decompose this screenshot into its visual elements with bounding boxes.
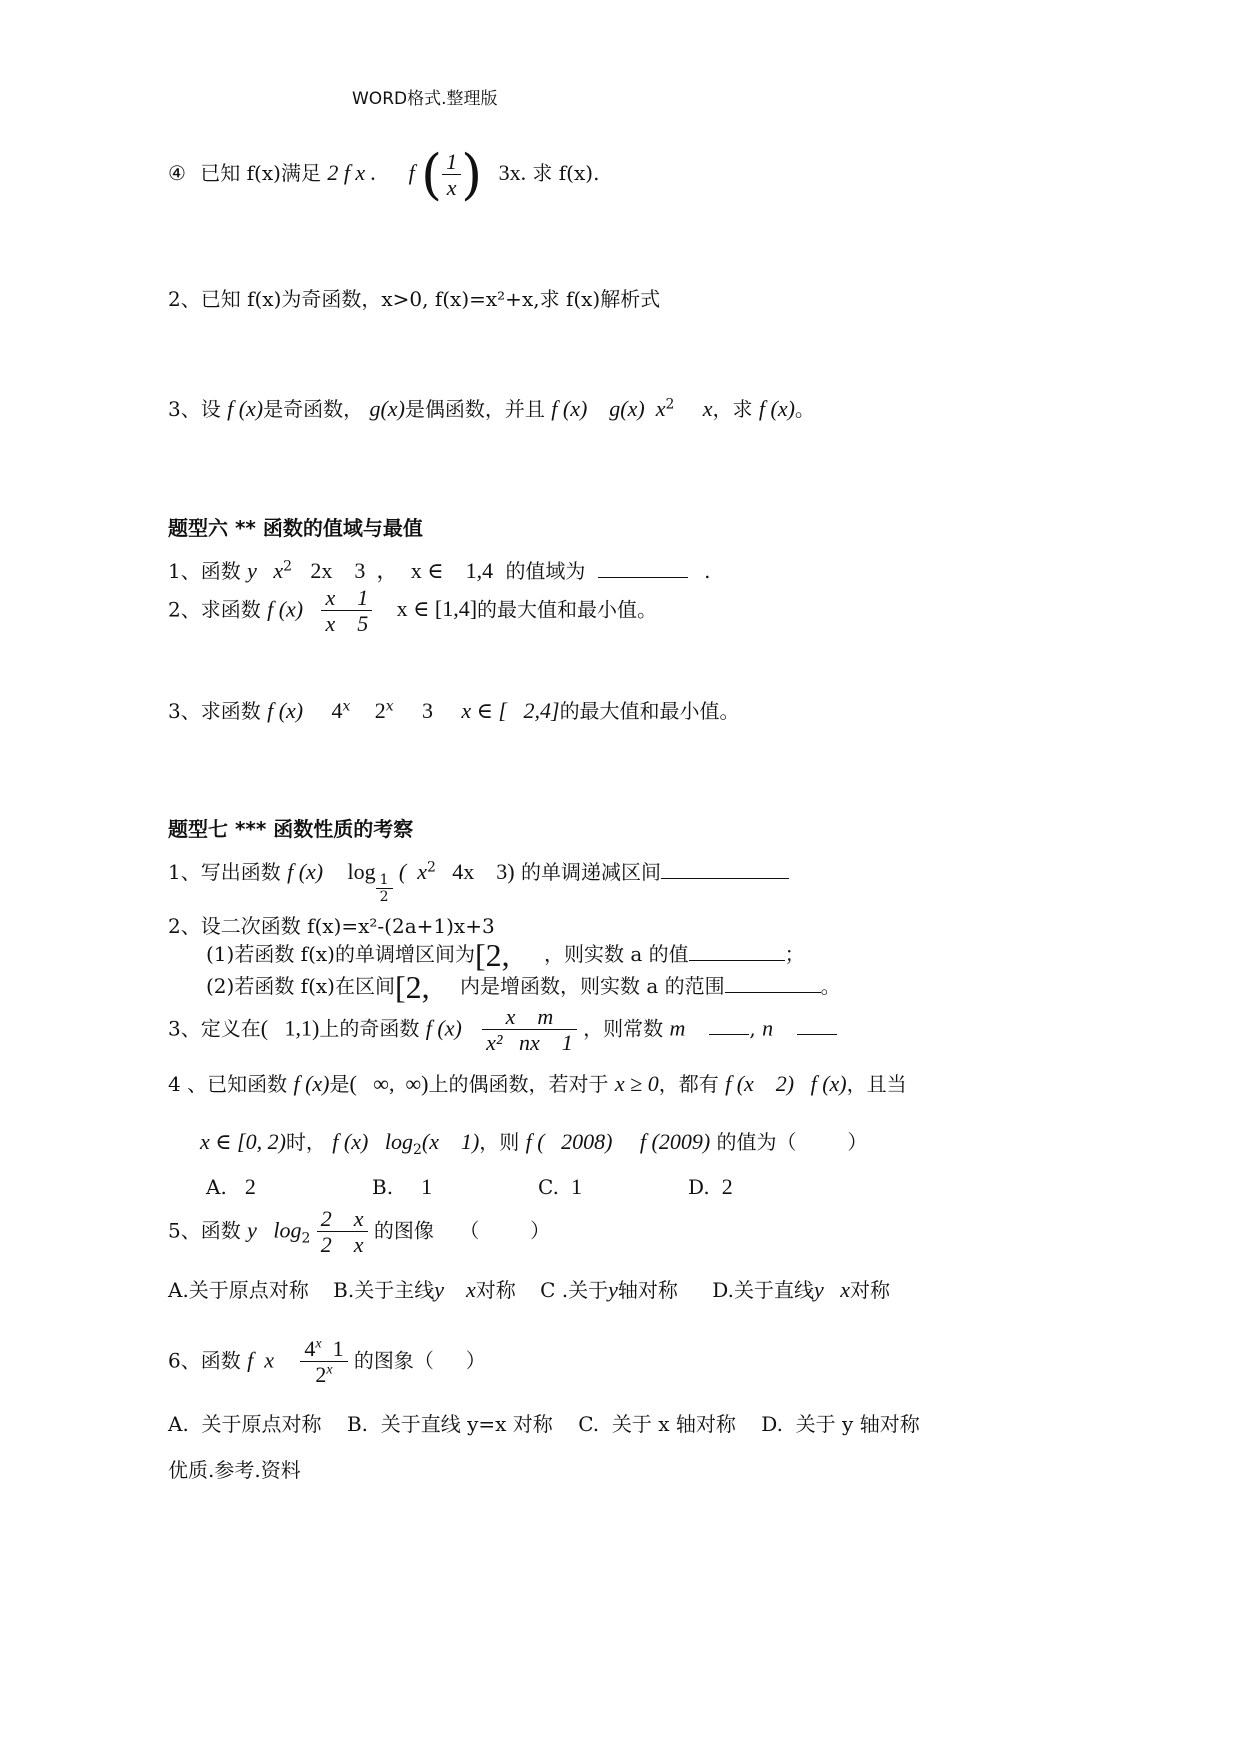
- question-number: 5、函数: [168, 1218, 241, 1243]
- section-7-title: 题型七 *** 函数性质的考察: [168, 817, 414, 841]
- math-domain: x ∈ [1,4]: [396, 596, 478, 622]
- punct: 。: [794, 397, 815, 421]
- option-letter: C.: [538, 1175, 559, 1199]
- option-value: 1: [570, 1174, 582, 1199]
- s7-question-5: [168, 1206, 550, 1258]
- math-equation: f (x 2) f (x): [725, 1071, 847, 1096]
- exponent: x: [326, 1362, 333, 1378]
- question-tail: 的图象（ ）: [353, 1348, 486, 1373]
- math-log: log: [347, 859, 376, 884]
- equation-part-a: 2 f x .: [327, 160, 377, 185]
- option-a[interactable]: [206, 1174, 256, 1200]
- s6-question-2: [168, 585, 657, 637]
- answer-blank[interactable]: [661, 877, 789, 879]
- math-x: x: [702, 396, 713, 421]
- option-letter: A.: [206, 1175, 227, 1199]
- fraction-1-over-x: $\frac{1}{x}$: [442, 149, 461, 201]
- math-n: n: [762, 1015, 774, 1041]
- option-value: 2: [244, 1174, 256, 1199]
- option-d[interactable]: [688, 1174, 733, 1200]
- math-expression: f ( 2008) f (2009): [525, 1129, 711, 1154]
- math-term: 3: [422, 698, 434, 723]
- question-lead: 已知 f(x)满足: [200, 161, 321, 185]
- s7-question-6-options: A. 关于原点对称 B. 关于直线 y=x 对称 C. 关于 x 轴对称 D. 关于 y 轴对称: [168, 1412, 920, 1436]
- s7-question-1: [168, 856, 789, 905]
- math-g: g(x): [369, 396, 405, 421]
- numerator-rest: 1: [321, 1336, 344, 1361]
- fraction: $\frac{x 1}{x 5}$: [321, 585, 372, 637]
- question-number: ④: [168, 161, 186, 185]
- option-letter: B.: [372, 1175, 394, 1199]
- log-base: 2: [301, 1230, 311, 1247]
- right-paren: ): [461, 143, 483, 206]
- s7-question-4-line-1: [168, 1068, 907, 1097]
- question-text: ，都有: [658, 1072, 719, 1096]
- question-tail: 的值域为: [505, 559, 586, 583]
- question-tail: 的最大值和最小值。: [559, 699, 740, 723]
- math-term: 4: [331, 698, 343, 723]
- math-m: m: [669, 1015, 686, 1041]
- question-number: 3、定义在: [168, 1016, 261, 1041]
- option-value: 1: [421, 1174, 433, 1199]
- option-text: 对称: [475, 1278, 516, 1302]
- math-equation: f (x) g(x) x: [551, 396, 666, 421]
- log-base: $\frac{1}{2}$: [376, 872, 393, 905]
- punct: .: [704, 559, 711, 583]
- option-c[interactable]: [538, 1174, 582, 1200]
- math-f: f (x): [293, 1071, 330, 1096]
- math-equation: y x: [813, 1277, 850, 1302]
- problem-text: 是奇函数，: [263, 397, 364, 421]
- math-domain: x ∈ 1,4: [410, 558, 494, 583]
- exponent: 2: [283, 558, 293, 575]
- exponent: x: [315, 1336, 322, 1352]
- question-text: ，且当: [846, 1072, 907, 1096]
- math-condition: x ≥ 0: [614, 1071, 659, 1096]
- fraction: [300, 1336, 347, 1388]
- math-f: f (x): [227, 396, 264, 421]
- question-number: 3、求函数: [168, 699, 261, 723]
- problem-number: 3、设: [168, 397, 221, 421]
- question-4-circled: [168, 143, 599, 206]
- option-text: 对称: [850, 1278, 890, 1302]
- question-tail: 的单调递减区间: [520, 860, 661, 884]
- option-text: 轴对称: [617, 1278, 678, 1302]
- math-f: f (x): [267, 698, 304, 723]
- punct: ；: [784, 942, 805, 966]
- s6-question-3: [168, 695, 740, 724]
- sub-question-text: (2)若函数 f(x)在区间: [206, 974, 395, 998]
- option-value: 2: [721, 1174, 733, 1199]
- sub-question-text: ，则实数 a 的值: [544, 942, 689, 966]
- math-interval: ( ∞, ∞): [349, 1071, 429, 1096]
- punct: 。: [820, 974, 841, 998]
- s7-question-4-line-2: [200, 1126, 867, 1158]
- option-b[interactable]: B.关于主线: [333, 1278, 435, 1302]
- exponent: x: [342, 698, 351, 715]
- math-f: f (x): [287, 859, 324, 884]
- option-c[interactable]: C .关于: [540, 1278, 609, 1302]
- exponent: 2: [665, 396, 675, 413]
- answer-blank-m[interactable]: [709, 1033, 749, 1035]
- math-argument: 4x 3): [452, 859, 515, 884]
- question-number: 1、写出函数: [168, 860, 281, 884]
- s7-question-3: 3、定义在( 1,1)上的奇函数 f (x) $\frac{\text{x m}}{\text{x² nx 1}}$ ，则常数 m , n: [168, 1004, 837, 1056]
- math-argument: (x 1): [421, 1129, 480, 1154]
- sub-question-text: 内是增函数，则实数 a 的范围: [460, 974, 725, 998]
- math-domain: x ∈ [ 2,4]: [461, 698, 560, 723]
- question-tail: 的最大值和最小值。: [477, 597, 658, 622]
- problem-2: 2、已知 f(x)为奇函数，x>0, f(x)=x²+x,求 f(x)解析式: [168, 287, 661, 311]
- math-f: f (x): [267, 596, 304, 622]
- question-number: 1、函数: [168, 559, 241, 583]
- log-base: 2: [412, 1142, 422, 1158]
- numerator-base: 4: [304, 1336, 316, 1361]
- question-tail: 求 f(x).: [532, 161, 600, 185]
- answer-blank-n[interactable]: [797, 1033, 837, 1035]
- option-a[interactable]: A.关于原点对称: [168, 1278, 309, 1302]
- math-interval: ( 1,1): [260, 1015, 320, 1041]
- question-number: 2、求函数: [168, 597, 261, 622]
- question-tail: 的图像 （ ）: [373, 1218, 551, 1243]
- question-tail: 的值为（ ）: [716, 1130, 868, 1154]
- math-equation: y log: [247, 1217, 302, 1243]
- equation-f: f: [408, 160, 415, 185]
- question-text: ，则常数: [583, 1016, 664, 1041]
- fraction: $\frac{\text{x m}}{\text{x² nx 1}}$: [482, 1004, 577, 1056]
- math-equation: y x: [247, 558, 284, 583]
- math-term: 2: [374, 698, 386, 723]
- math-interval: [2,: [394, 969, 430, 1005]
- s7-question-2-lead: 2、设二次函数 f(x)=x²-(2a+1)x+3: [168, 914, 495, 938]
- math-f: f (x): [758, 396, 795, 421]
- question-text: 是: [329, 1072, 350, 1096]
- s7-question-2-sub-2: [206, 969, 841, 1006]
- left-paren: (: [421, 143, 443, 206]
- page-footer: 优质.参考.资料: [168, 1458, 301, 1482]
- answer-blank[interactable]: [689, 959, 785, 961]
- math-f: f (x): [425, 1015, 462, 1041]
- equation-part-b: 3x.: [498, 160, 527, 185]
- problem-text: 是偶函数，并且: [404, 397, 545, 421]
- question-number: 6、函数: [168, 1348, 241, 1373]
- exponent: 2: [426, 859, 436, 876]
- math-domain: x ∈ [0, 2): [200, 1129, 286, 1154]
- problem-text: ，求: [712, 397, 753, 421]
- fraction: $\frac{2 x}{2 x}$: [317, 1206, 368, 1258]
- answer-blank[interactable]: [598, 576, 688, 578]
- section-6-title: 题型六 ** 函数的值域与最值: [168, 516, 423, 540]
- option-b[interactable]: [372, 1174, 432, 1200]
- math-f: f x: [247, 1347, 274, 1373]
- sub-question-text: (1)若函数 f(x)的单调增区间为: [206, 942, 475, 966]
- page-header: WORD格式.整理版: [352, 89, 498, 109]
- question-text: 4 、已知函数: [168, 1072, 288, 1096]
- option-letter: D.: [688, 1175, 710, 1199]
- exponent: x: [385, 698, 394, 715]
- s6-question-1: [168, 554, 711, 585]
- math-y: y: [608, 1277, 618, 1302]
- s7-question-5-options: [168, 1274, 890, 1303]
- answer-blank[interactable]: [725, 991, 821, 993]
- denominator-base: 2: [315, 1362, 327, 1388]
- problem-3: [168, 393, 815, 422]
- math-argument: ( x: [398, 859, 427, 884]
- question-text: 时，: [285, 1130, 326, 1154]
- math-equation: 2x 3 ，: [310, 558, 399, 583]
- math-equation: f (x) log: [332, 1129, 413, 1154]
- question-text: ，则: [479, 1130, 520, 1154]
- question-text: 上的偶函数，若对于: [428, 1072, 609, 1096]
- s7-question-6: [168, 1336, 486, 1388]
- question-text: 上的奇函数: [319, 1016, 420, 1041]
- math-equation: y x: [434, 1277, 476, 1302]
- option-d[interactable]: D.关于直线: [712, 1278, 814, 1302]
- math-interval: [2,: [474, 937, 510, 973]
